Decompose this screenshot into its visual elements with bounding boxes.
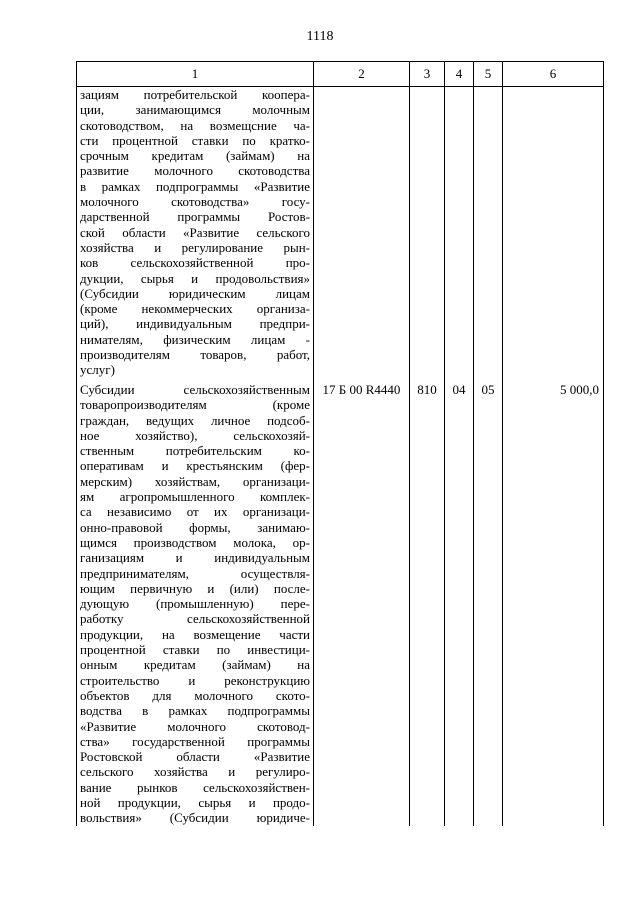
description-line: водства в рамках подпрограммы — [80, 703, 310, 719]
description-line: сельского хозяйства и регулиро- — [80, 764, 310, 780]
description-line: ям агропромышленного комплек- — [80, 489, 310, 505]
target-article-code — [314, 87, 410, 383]
description-line: граждан, ведущих личное подсоб- — [80, 412, 310, 428]
column-header-3: 3 — [410, 62, 445, 87]
description-line: ственным потребительским ко- — [80, 443, 310, 459]
description-line: мерским) хозяйствам, организаци- — [80, 473, 310, 489]
description-line: ное хозяйство), сельскохозяй- — [80, 427, 310, 443]
section-code: 04 — [445, 382, 474, 826]
description-line: вание рынков сельскохозяйствен- — [80, 779, 310, 795]
description-line: (кроме некоммерческих организа- — [80, 301, 310, 317]
description-line: предпринимателям, осуществля- — [80, 565, 310, 581]
description-line: «Развитие молочного скотовод- — [80, 718, 310, 734]
table-header-row — [77, 62, 604, 87]
column-header-2: 2 — [314, 62, 410, 87]
description-line: Субсидии сельскохозяйственным — [80, 382, 310, 397]
description-line: зациям потребительской коопера- — [80, 87, 310, 102]
description-line: товаропроизводителям (кроме — [80, 397, 310, 413]
description-line: скотоводством, на возмещсние ча- — [80, 117, 310, 133]
description-line: хозяйства и регулирование рын- — [80, 239, 310, 255]
description-line: сти процентной ставки по кратко- — [80, 132, 310, 148]
description-line: развитие молочного скотоводства — [80, 163, 310, 179]
subsection-code — [474, 87, 503, 383]
table-row — [77, 382, 604, 826]
budget-table — [76, 61, 604, 826]
description-line: дующую (промышленную) пере- — [80, 596, 310, 612]
description-line: са независимо от их организаци- — [80, 504, 310, 520]
description-line: (Субсидии юридическим лицам — [80, 285, 310, 301]
expense-type-code: 810 — [410, 382, 445, 826]
description-line: щимся производством молока, ор- — [80, 534, 310, 550]
description-line: онным кредитам (займам) на — [80, 657, 310, 673]
description-line: ской области «Развитие сельского — [80, 224, 310, 240]
column-header-4: 4 — [445, 62, 474, 87]
column-header-5: 5 — [474, 62, 503, 87]
description-line: онно-правовой формы, занимаю- — [80, 519, 310, 535]
description-line: срочным кредитам (займам) на — [80, 148, 310, 164]
description-line: ций), индивидуальным предпри- — [80, 316, 310, 332]
description-line: Ростовской области «Развитие — [80, 749, 310, 765]
description-line: в рамках подпрограммы «Развитие — [80, 178, 310, 194]
description-line: нимателям, физическим лицам - — [80, 331, 310, 347]
amount-value — [503, 87, 604, 383]
description-line: ганизациям и индивидуальным — [80, 550, 310, 566]
row-description — [77, 87, 313, 382]
description-line: производителям товаров, работ, — [80, 347, 310, 363]
description-line: дарственной программы Ростов- — [80, 209, 310, 225]
description-line: строительство и реконструкцию — [80, 672, 310, 688]
description-line: объектов для молочного ското- — [80, 687, 310, 703]
description-line: ющим первичную и (или) после- — [80, 580, 310, 596]
description-line: ства» государственной программы — [80, 733, 310, 749]
column-header-6: 6 — [503, 62, 604, 87]
expense-type-code — [410, 87, 445, 383]
description-line: продукции, на возмещение части — [80, 626, 310, 642]
page-number: 1118 — [306, 29, 334, 44]
description-line: процентной ставки по инвестици- — [80, 642, 310, 658]
description-line: вольствия» (Субсидии юридиче- — [80, 810, 310, 826]
amount-value: 5 000,0 — [503, 382, 604, 826]
description-line: ков сельскохозяйственной про- — [80, 255, 310, 271]
subsection-code: 05 — [474, 382, 503, 826]
column-header-1: 1 — [77, 62, 314, 87]
description-line: ной продукции, сырья и продо- — [80, 795, 310, 811]
description-line: ции, занимающимся молочным — [80, 102, 310, 118]
row-description — [77, 382, 313, 826]
description-line: оперативам и крестьянским (фер- — [80, 458, 310, 474]
description-line: молочного скотоводства» госу- — [80, 194, 310, 210]
description-line: дукции, сырья и продовольствия» — [80, 270, 310, 286]
section-code — [445, 87, 474, 383]
description-line: работку сельскохозяйственной — [80, 611, 310, 627]
target-article-code: 17 Б 00 R4440 — [314, 382, 410, 826]
table-row — [77, 87, 604, 383]
description-line: услуг) — [80, 362, 115, 378]
